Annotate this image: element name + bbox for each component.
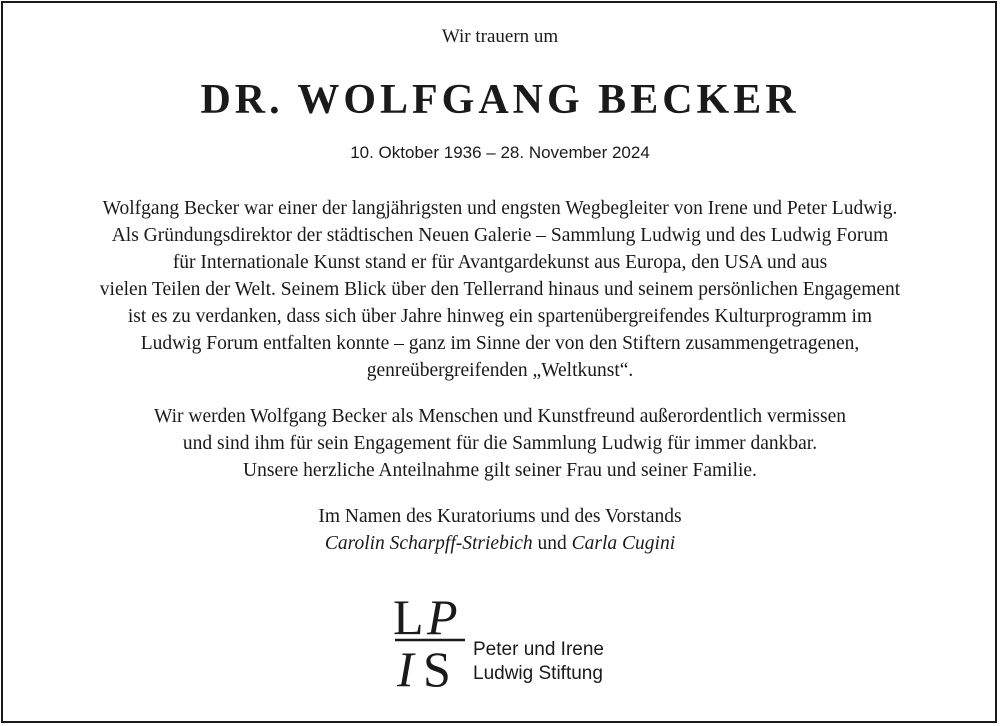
paragraph-line: Wolfgang Becker war einer der langjährigsten und engsten Wegbegleiter von Irene und Peter Ludwig. (102, 198, 898, 219)
signatory-name: Carolin Scharpff-Striebich (324, 533, 533, 554)
monogram-letter-i: I (397, 641, 414, 690)
paragraph-line: Als Gründungsdirektor der städtischen Neuen Galerie – Sammlung Ludwig und des Ludwig Forum (111, 225, 889, 246)
foundation-name (473, 638, 604, 686)
monogram-letter-l: L (393, 590, 424, 645)
signatory-name: Carla Cugini (571, 533, 676, 554)
monogram-letter-p: P (427, 590, 458, 645)
condolence-paragraph (0, 403, 1000, 484)
foundation-logo (391, 590, 651, 690)
foundation-name-line: Peter und Irene (473, 639, 604, 660)
paragraph-line: Ludwig Forum entfalten konnte – ganz im Sinne der von den Stiftern zusammengetragenen, (140, 333, 860, 354)
paragraph-line: ist es zu verdanken, dass sich über Jahre hinweg ein spartenübergreifendes Kulturprogramm im (127, 306, 873, 327)
foundation-name-line: Ludwig Stiftung (473, 663, 603, 684)
paragraph-line: und sind ihm für sein Engagement für die Sammlung Ludwig für immer dankbar. (182, 433, 818, 454)
signature-intro: Im Namen des Kuratoriums und des Vorstands (318, 506, 682, 527)
paragraph-line: genreübergreifenden „Weltkunst“. (366, 360, 634, 381)
paragraph-line: Unsere herzliche Anteilnahme gilt seiner Frau und seiner Familie. (243, 460, 757, 481)
monogram-letter-s: S (423, 641, 451, 690)
signatory-conjunction: und (537, 533, 567, 554)
deceased-name: DR. WOLFGANG BECKER (200, 77, 800, 123)
signatories (0, 530, 1000, 557)
lpis-monogram-icon (391, 590, 471, 690)
paragraph-line: für Internationale Kunst stand er für Avantgardekunst aus Europa, den USA und aus (172, 252, 828, 273)
tribute-paragraph (0, 195, 1000, 384)
paragraph-line: vielen Teilen der Welt. Seinem Blick über den Tellerrand hinaus und seinem persönlichen Engagement (99, 279, 901, 300)
life-dates: 10. Oktober 1936 – 28. November 2024 (350, 143, 650, 162)
intro-text: Wir trauern um (441, 26, 559, 47)
signature-block (0, 503, 1000, 557)
paragraph-line: Wir werden Wolfgang Becker als Menschen und Kunstfreund außerordentlich vermissen (153, 406, 847, 427)
